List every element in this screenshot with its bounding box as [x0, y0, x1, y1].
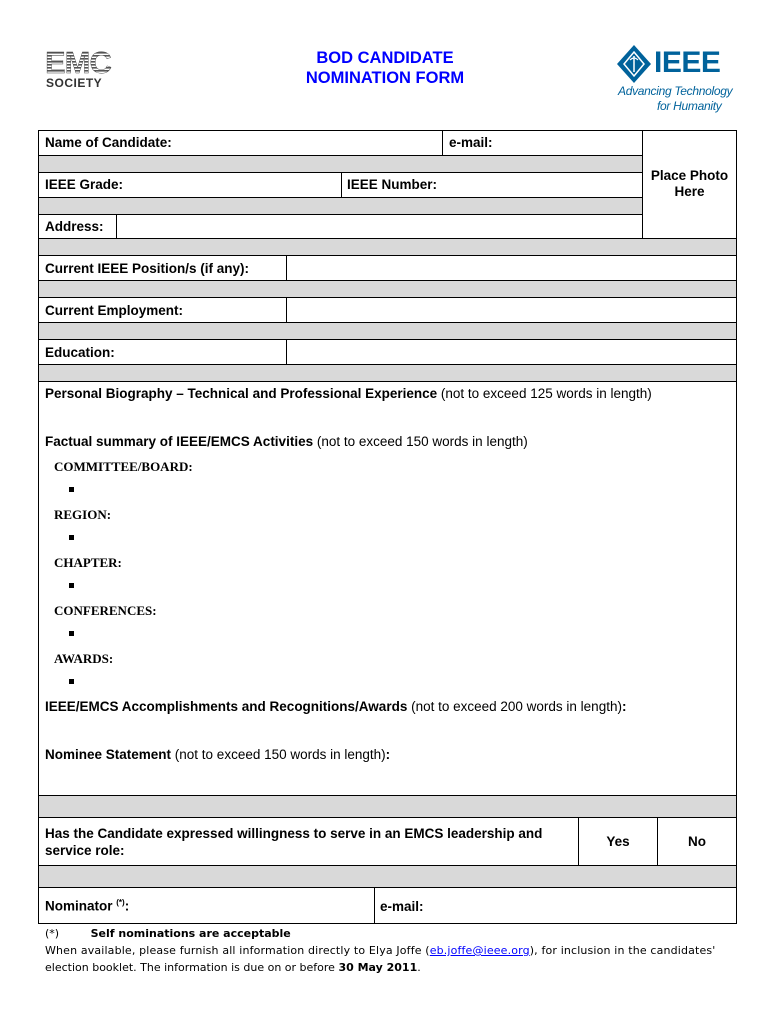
- address-label: Address:: [45, 219, 104, 234]
- ieee-number-label: IEEE Number:: [347, 177, 438, 192]
- education-label: Education:: [45, 345, 115, 360]
- nominator-colon: :: [124, 898, 130, 914]
- nominee-statement-heading: [45, 747, 390, 762]
- name-of-candidate-label: Name of Candidate:: [45, 135, 172, 150]
- nominee-statement-colon: :: [385, 747, 391, 762]
- name-of-candidate-field[interactable]: [220, 131, 440, 154]
- svg-text:EMC: EMC: [45, 46, 111, 80]
- chapter-label: CHAPTER:: [54, 555, 122, 570]
- awards-bullet: [69, 679, 74, 684]
- footnote-text-4: .: [417, 961, 421, 974]
- willingness-line-1: Has the Candidate expressed willingness to serve in an EMCS leadership and: [45, 826, 543, 841]
- footnote-line-3: [45, 959, 735, 976]
- title-line-2: NOMINATION FORM: [305, 69, 465, 87]
- ieee-grade-label: IEEE Grade:: [45, 177, 124, 192]
- photo-placeholder-line-2: Here: [674, 184, 705, 199]
- footnote: [45, 925, 735, 976]
- current-employment-field[interactable]: [287, 298, 735, 321]
- ieee-tagline-2: for Humanity: [657, 99, 722, 113]
- biography-title: Personal Biography – Technical and Professional Experience: [45, 386, 438, 401]
- accomplishments-colon: :: [621, 699, 627, 714]
- yes-option[interactable]: Yes: [606, 834, 630, 849]
- address-field[interactable]: [117, 215, 641, 237]
- ieee-grade-field[interactable]: [140, 173, 338, 196]
- biography-heading: [45, 386, 652, 401]
- biography-note: (not to exceed 125 words in length): [437, 386, 652, 401]
- conferences-bullet: [69, 631, 74, 636]
- footnote-line-1: [45, 925, 735, 942]
- nominee-statement-title: Nominee Statement: [45, 747, 172, 762]
- activities-note: (not to exceed 150 words in length): [313, 434, 528, 449]
- willingness-line-2: service role:: [45, 843, 125, 858]
- nominator-email-label: e-mail:: [380, 899, 424, 914]
- current-position-field[interactable]: [287, 256, 735, 279]
- awards-label: AWARDS:: [54, 651, 114, 666]
- footnote-text-1: When available, please furnish all information directly to Elya Joffe (: [45, 944, 430, 957]
- nominator-text: Nominator: [45, 898, 117, 914]
- photo-placeholder[interactable]: [643, 168, 736, 200]
- no-option[interactable]: No: [688, 834, 706, 849]
- photo-placeholder-line-1: Place Photo: [650, 168, 729, 183]
- chapter-bullet: [69, 583, 74, 588]
- education-field[interactable]: [287, 340, 735, 363]
- contact-email-link[interactable]: eb.joffe@ieee.org: [429, 944, 530, 957]
- candidate-email-label: e-mail:: [449, 135, 493, 150]
- nominator-field[interactable]: [150, 888, 372, 923]
- accomplishments-title: IEEE/EMCS Accomplishments and Recognitions/Awards: [45, 699, 408, 714]
- committee-board-label: COMMITTEE/BOARD:: [54, 459, 193, 474]
- title-line-1: BOD CANDIDATE: [316, 49, 454, 67]
- due-date: 30 May 2011: [338, 961, 418, 974]
- accomplishments-heading: [45, 699, 626, 714]
- footnote-marker: (*): [45, 927, 60, 940]
- ieee-tagline-1: Advancing Technology: [618, 84, 733, 98]
- footnote-text-2: ), for inclusion in the candidates': [529, 944, 716, 957]
- self-nomination-note: Self nominations are acceptable: [90, 927, 291, 940]
- willingness-question: [45, 825, 542, 859]
- conferences-label: CONFERENCES:: [54, 603, 157, 618]
- nominator-email-field[interactable]: [440, 888, 734, 923]
- committee-bullet: [69, 487, 74, 492]
- nominator-label: [45, 898, 129, 914]
- activities-heading: [45, 434, 528, 449]
- region-bullet: [69, 535, 74, 540]
- accomplishments-note: (not to exceed 200 words in length): [407, 699, 622, 714]
- current-position-label: Current IEEE Position/s (if any):: [45, 261, 250, 276]
- nominee-statement-note: (not to exceed 150 words in length): [171, 747, 386, 762]
- candidate-email-field[interactable]: [500, 131, 640, 154]
- ieee-logo-name: IEEE: [654, 46, 721, 79]
- region-label: REGION:: [54, 507, 112, 522]
- nominator-footnote-marker: (*): [116, 898, 125, 907]
- activities-title: Factual summary of IEEE/EMCS Activities: [45, 434, 314, 449]
- current-employment-label: Current Employment:: [45, 303, 184, 318]
- svg-text:SOCIETY: SOCIETY: [46, 76, 103, 90]
- footnote-text-3: election booklet. The information is due on or before: [45, 961, 339, 974]
- ieee-number-field[interactable]: [450, 173, 640, 196]
- footnote-line-2: [45, 942, 735, 959]
